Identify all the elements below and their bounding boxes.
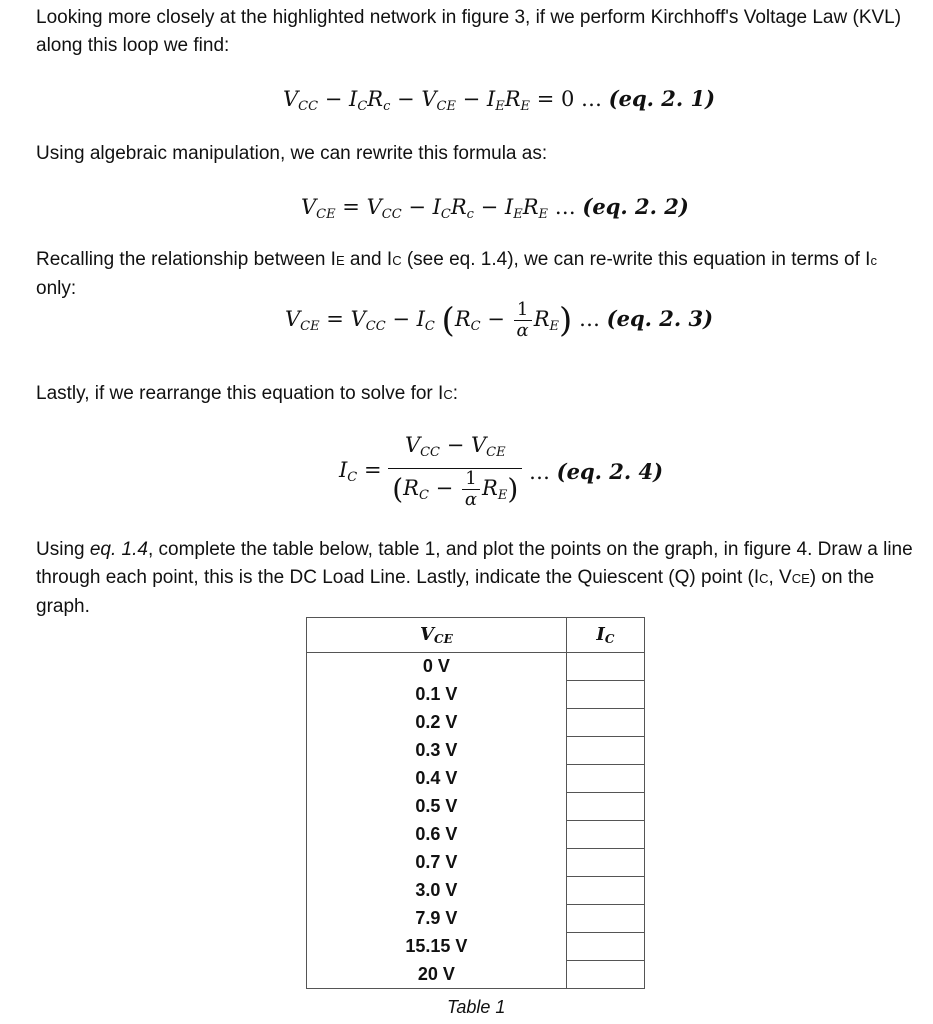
header-vce xyxy=(307,618,567,653)
paragraph-instructions-text-d: ) on the graph. xyxy=(36,567,875,617)
ic-input-cell[interactable] xyxy=(566,821,644,849)
table-row xyxy=(307,653,645,681)
paragraph-rearrange-text-a: Lastly, if we rearrange this equation to solve for I xyxy=(36,383,444,404)
table-row xyxy=(307,961,645,989)
equation-2-1-label: (eq. 2. 1) xyxy=(608,86,716,111)
equation-2-3-label: (eq. 2. 3) xyxy=(606,306,714,331)
vce-cell: 0.2 V xyxy=(307,709,567,737)
vce-cell: 0.3 V xyxy=(307,737,567,765)
vce-cell: 0.6 V xyxy=(307,821,567,849)
vce-cell: 15.15 V xyxy=(307,933,567,961)
header-ic-sub: C xyxy=(604,632,615,646)
ic-input-cell[interactable] xyxy=(566,961,644,989)
header-vce-sub: CE xyxy=(434,632,453,646)
ic-input-cell[interactable] xyxy=(566,793,644,821)
vce-cell: 0.5 V xyxy=(307,793,567,821)
header-vce-text: V xyxy=(420,624,435,645)
equation-2-1: $V_{CC} - I_CR_c - V_{CE} - I_ER_E = 0$ … (eq. 2. 1) xyxy=(283,86,716,114)
paragraph-instructions-text-c: , V xyxy=(768,567,792,588)
table-1 xyxy=(306,617,645,989)
table-row xyxy=(307,905,645,933)
vce-cell: 3.0 V xyxy=(307,877,567,905)
vce-cell: 0 V xyxy=(307,653,567,681)
ic-input-cell[interactable] xyxy=(566,737,644,765)
paragraph-kvl-intro-text: Looking more closely at the highlighted network in figure 3, if we perform Kirchhoff's Voltage Law (KVL) along this loop we find: xyxy=(36,7,902,56)
ic-input-cell[interactable] xyxy=(566,709,644,737)
table-row xyxy=(307,709,645,737)
table-row xyxy=(307,681,645,709)
equation-2-4-label: (eq. 2. 4) xyxy=(556,459,664,484)
header-ic xyxy=(566,618,644,653)
vce-cell: 0.4 V xyxy=(307,765,567,793)
ic-input-cell[interactable] xyxy=(566,933,644,961)
table-header-row xyxy=(307,618,645,653)
header-ic-text: I xyxy=(596,624,605,645)
equation-2-3: $V_{CE} = V_{CC} - I_C$ ($R_C$ − $\frac{1}{\alpha}$ $R_E$) … (eq. 2. 3) xyxy=(285,299,714,341)
table-row xyxy=(307,877,645,905)
paragraph-rearrange-text-b: : xyxy=(452,383,458,404)
equation-2-4: $I_C$ = $V_{CC} - V_{CE}$ ($R_C$ − $\frac{1}{\alpha}$ $R_E$) … (eq. 2. 4) xyxy=(339,430,663,513)
ic-input-cell[interactable] xyxy=(566,905,644,933)
vce-cell: 0.7 V xyxy=(307,849,567,877)
equation-2-2-label: (eq. 2. 2) xyxy=(582,194,689,219)
table-row xyxy=(307,737,645,765)
paragraph-instructions: Using eq. 1.4, complete the table below, table 1, and plot the points on the graph, in figure 4. Draw a line through each point, this is the DC Load Line. Lastly, indicate the Quiescent (Q) point (IC, VCE) on the graph. xyxy=(36,539,913,617)
paragraph-algebra-text: Using algebraic manipulation, we can rewrite this formula as: xyxy=(36,143,548,164)
paragraph-relationship: Recalling the relationship between IE and IC (see eq. 1.4), we can re-write this equation in terms of Ic only: xyxy=(36,249,877,299)
paragraph-instructions-text-a: Using xyxy=(36,539,90,560)
vce-cell: 0.1 V xyxy=(307,681,567,709)
paragraph-relationship-text-b: and I xyxy=(344,249,393,270)
table-row xyxy=(307,849,645,877)
ic-input-cell[interactable] xyxy=(566,681,644,709)
equation-2-2: $V_{CE} = V_{CC} - I_CR_c - I_ER_E$ … (eq. 2. 2) xyxy=(301,194,689,222)
vce-cell: 20 V xyxy=(307,961,567,989)
ic-input-cell[interactable] xyxy=(566,849,644,877)
table-row xyxy=(307,793,645,821)
table-row xyxy=(307,765,645,793)
vce-cell: 7.9 V xyxy=(307,905,567,933)
paragraph-relationship-text-d: only: xyxy=(36,278,77,299)
paragraph-relationship-text-c: (see eq. 1.4), we can re-write this equation in terms of I xyxy=(401,249,871,270)
ic-input-cell[interactable] xyxy=(566,877,644,905)
paragraph-instructions-text-b: , complete the table below, table 1, and plot the points on the graph, in figure 4. Draw a line through each point, this is the DC Load Line. Lastly, indicate the Quiescent (Q) point (I xyxy=(36,539,913,588)
paragraph-relationship-text-a: Recalling the relationship between I xyxy=(36,249,336,270)
ic-input-cell[interactable] xyxy=(566,653,644,681)
ic-input-cell[interactable] xyxy=(566,765,644,793)
paragraph-rearrange: Lastly, if we rearrange this equation to solve for IC: xyxy=(36,383,458,404)
table-row xyxy=(307,821,645,849)
table-caption: Table 1 xyxy=(447,997,506,1017)
table-row xyxy=(307,933,645,961)
paragraph-algebra xyxy=(36,140,916,168)
paragraph-kvl-intro xyxy=(36,4,916,60)
paragraph-instructions-ref: eq. 1.4 xyxy=(89,539,148,560)
